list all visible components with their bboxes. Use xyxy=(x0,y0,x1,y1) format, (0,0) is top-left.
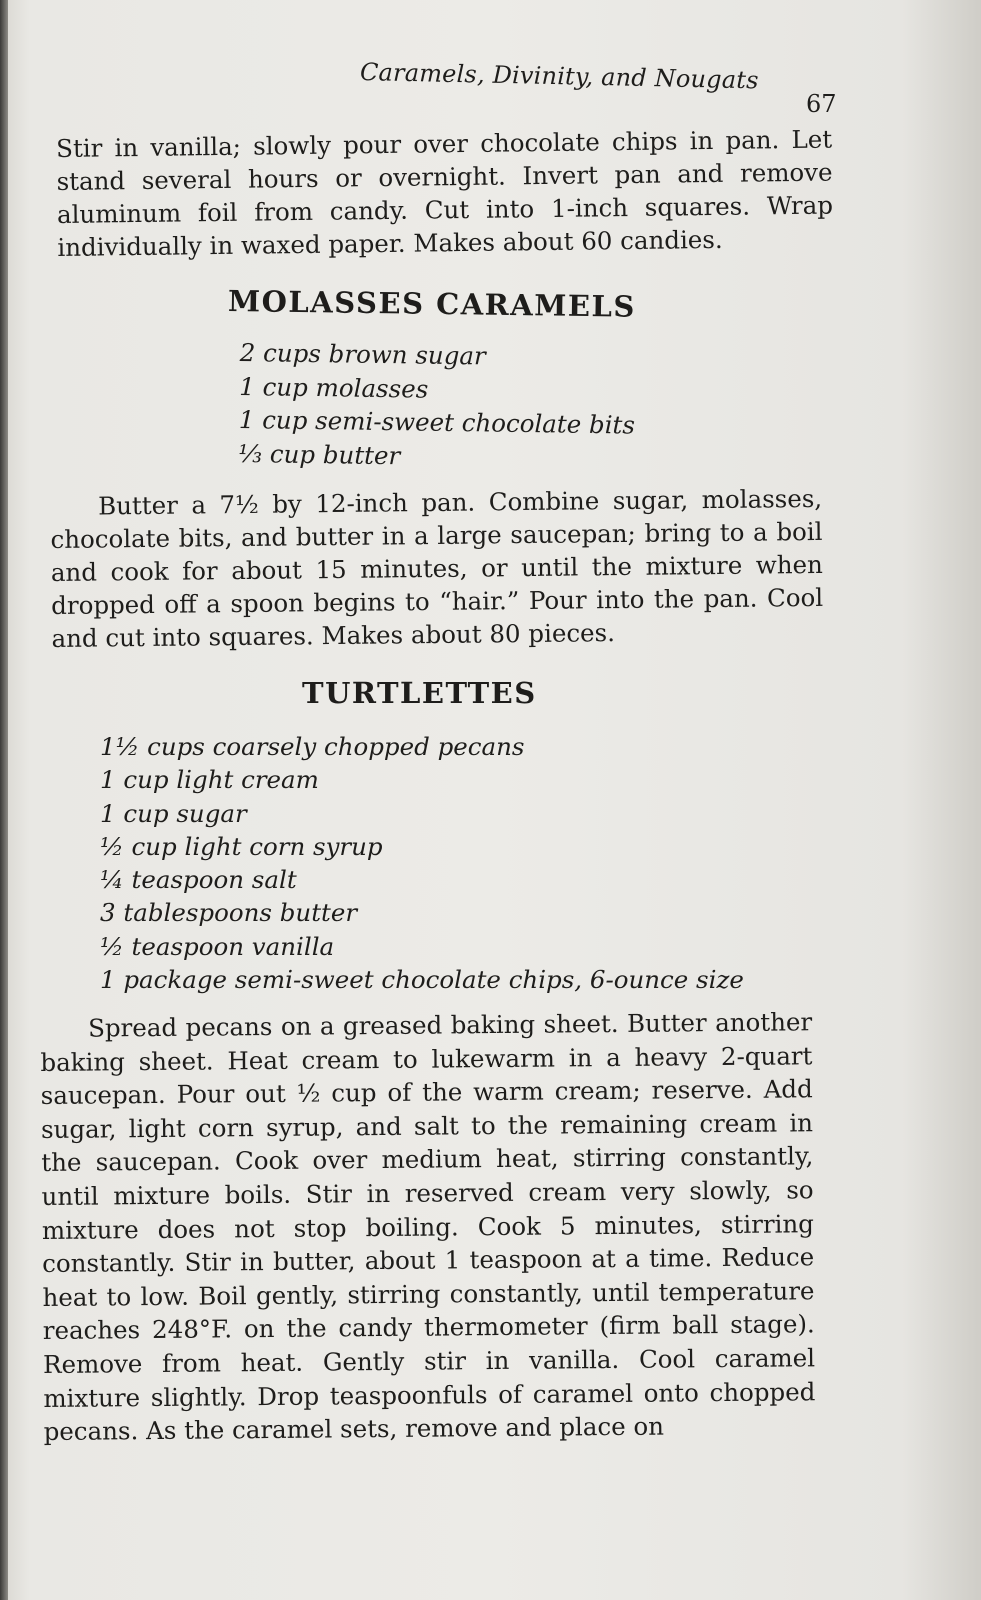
directions-molasses-caramels: Butter a 7½ by 12-inch pan. Combine sugar, molasses, chocolate bits, and butter in a large saucepan; bring to a boil and cook for about 15 minutes, or until the mixture when dropped off a spoon begins to “hair.” Pour into the pan. Cool and cut into squares. Makes about 80 pieces. xyxy=(50,483,824,653)
ingredient-item: 1 cup sugar xyxy=(100,798,247,828)
ingredient-item: ¼ teaspoon salt xyxy=(100,865,297,895)
ingredient-list-turtlettes xyxy=(100,730,744,996)
recipe-title-turtlettes: TURTLETTES xyxy=(302,676,537,710)
recipe-title-molasses-caramels: MOLASSES CARAMELS xyxy=(227,284,637,324)
continuation-paragraph: Stir in vanilla; slowly pour over chocolate chips in pan. Let stand several hours or overnight. Invert pan and remove aluminum foil from candy. Cut into 1-inch squares. Wrap individually in waxed paper. Makes about 60 candies. xyxy=(56,124,834,262)
ingredient-item: 2 cups brown sugar xyxy=(239,337,486,371)
ingredient-item: 1½ cups coarsely chopped pecans xyxy=(100,732,525,761)
ingredient-item: 3 tablespoons butter xyxy=(100,898,358,928)
ingredient-item: ½ cup light corn syrup xyxy=(100,831,383,861)
ingredient-item: 1 package semi-sweet chocolate chips, 6-ounce size xyxy=(100,965,744,995)
ingredient-item: 1 cup semi-sweet chocolate bits xyxy=(238,404,636,440)
ingredient-item: ½ teaspoon vanilla xyxy=(100,931,335,961)
ingredient-item: 1 cup light cream xyxy=(100,765,319,795)
running-head: Caramels, Divinity, and Nougats xyxy=(359,58,759,95)
page-number: 67 xyxy=(806,90,837,118)
directions-turtlettes: Spread pecans on a greased baking sheet. Butter another baking sheet. Heat cream to lukewarm in a heavy 2-quart saucepan. Pour out ½ cup of the warm cream; reserve. Add sugar, light corn syrup, and salt to the remaining cream in the saucepan. Cook over medium heat, stirring constantly, until mixture boils. Stir in reserved cream very slowly, so mixture does not stop boiling. Cook 5 minutes, stirring constantly. Stir in butter, about 1 teaspoon at a time. Reduce heat to low. Boil gently, stirring constantly, until temperature reaches 248°F. on the candy thermometer (firm ball stage). Remove from heat. Gently stir in vanilla. Cool caramel mixture slightly. Drop teaspoonfuls of caramel onto chopped pecans. As the caramel sets, remove and place on xyxy=(40,1007,816,1447)
ingredient-list-molasses-caramels xyxy=(238,336,636,476)
ingredient-item: 1 cup molasses xyxy=(239,371,429,404)
ingredient-item: ⅓ cup butter xyxy=(238,438,401,470)
